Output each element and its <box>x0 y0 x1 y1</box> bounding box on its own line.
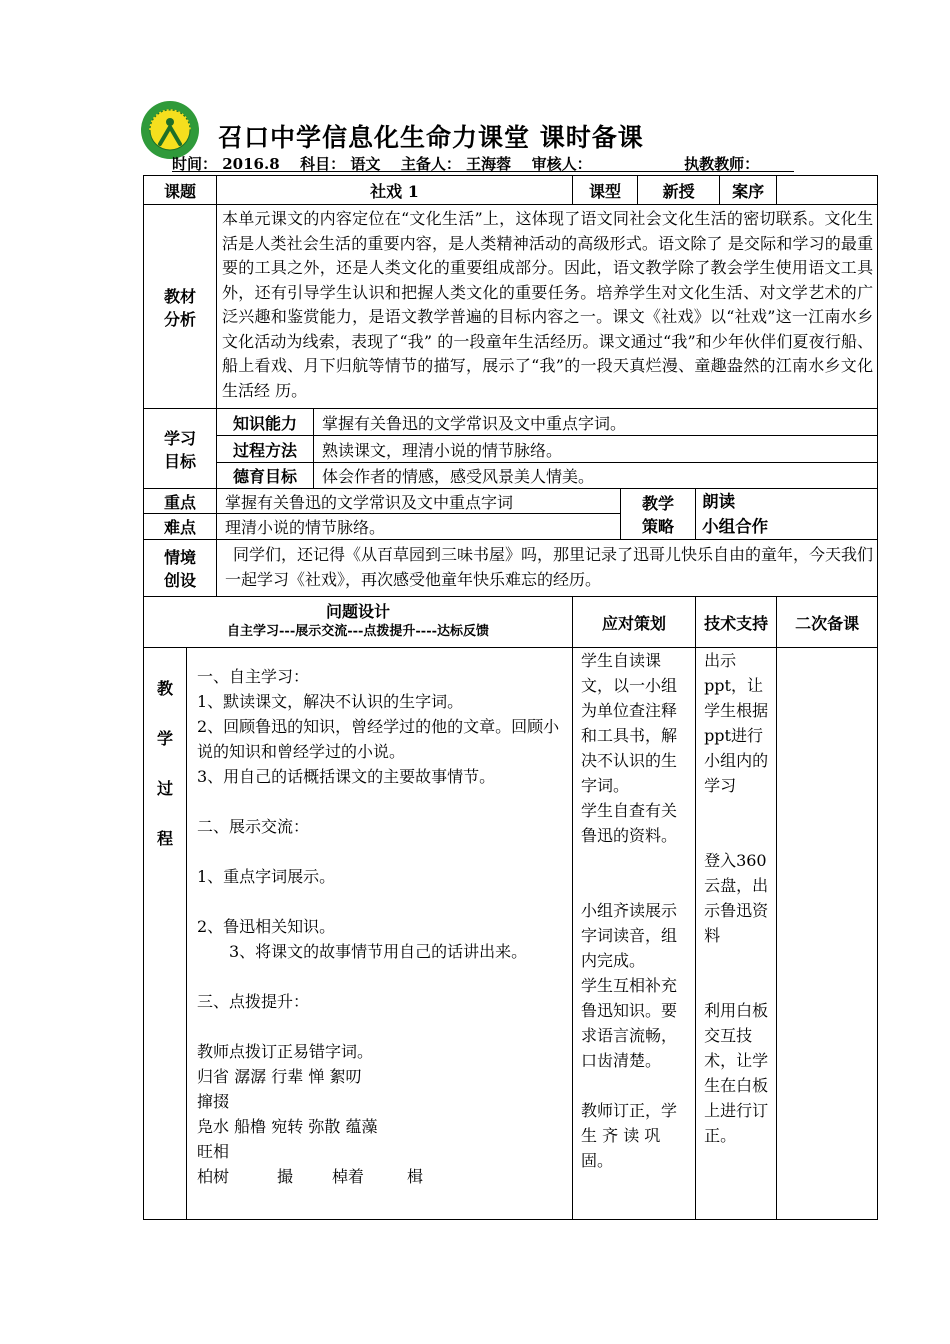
difficult-text: 理清小说的情节脉络。 <box>217 514 621 540</box>
goal-text: 掌握有关鲁迅的文学常识及文中重点字词。 <box>314 409 878 436</box>
step-item: 1、重点字词展示。 <box>197 867 336 886</box>
process-label-char: 教 <box>156 679 173 698</box>
design-subtitle: 自主学习---展示交流---点拨提升----达标反馈 <box>227 624 489 639</box>
analysis-row <box>144 205 878 409</box>
process-label-char: 学 <box>156 729 173 748</box>
time-value: 2016.8 <box>222 155 280 173</box>
step-heading: 三、点拨提升： <box>197 992 310 1011</box>
subject-label: 科目： <box>300 155 346 173</box>
word-row <box>197 1164 566 1189</box>
step-heading: 二、展示交流： <box>197 817 310 836</box>
process-label-char: 程 <box>156 829 173 848</box>
word-row <box>197 1064 566 1089</box>
strategy-item: 学生自读课文，以一小组为单位查注释和工具书，解决不认识的生字词。 <box>581 651 678 795</box>
strategy-header: 应对策划 <box>573 597 696 648</box>
situation-row <box>144 540 878 597</box>
strategy-item: 教师订正，学 生 齐 读 巩固。 <box>581 1101 678 1170</box>
column-header-row <box>144 597 878 648</box>
analysis-label-line2: 分析 <box>164 309 197 329</box>
goals-label-line2: 目标 <box>164 451 197 471</box>
design-title: 问题设计 <box>326 602 391 621</box>
word: 柏树 <box>197 1167 230 1186</box>
goal-label: 德育目标 <box>217 463 314 489</box>
tech-item: 出示ppt，让学生根据ppt进行小组内的学习 <box>704 651 769 795</box>
word: 棹着 <box>332 1167 365 1186</box>
goal-row <box>144 409 878 436</box>
step-item: 1、默读课文，解决不认识的生字词。 <box>197 692 464 711</box>
tech-column <box>696 648 777 1220</box>
word: 归省 <box>197 1067 230 1086</box>
word: 弥散 <box>308 1117 341 1136</box>
strategy-label-line1: 教学 <box>642 494 675 513</box>
key-point-row <box>144 489 878 514</box>
goal-text: 体会作者的情感，感受风景美人情美。 <box>314 463 878 489</box>
word: 絮叨 <box>329 1067 362 1086</box>
difficult-label: 难点 <box>144 514 217 540</box>
word: 旺相 <box>197 1142 230 1161</box>
word: 潺潺 <box>234 1067 267 1086</box>
word: 楫 <box>407 1167 424 1186</box>
second-prep-header: 二次备课 <box>777 597 878 648</box>
type-value: 新授 <box>638 176 720 205</box>
step-item: 教师点拨订正易错字词。 <box>197 1042 374 1061</box>
preparer-value: 王海蓉 <box>466 155 512 173</box>
tech-item: 利用白板交互技术，让学生在白板上进行订正。 <box>704 1001 769 1145</box>
word: 惮 <box>308 1067 325 1086</box>
analysis-label <box>144 205 217 409</box>
goal-label: 过程方法 <box>217 436 314 463</box>
page-title: 召口中学信息化生命力课堂 课时备课 <box>218 123 644 152</box>
process-label <box>144 648 187 1220</box>
strategy-label <box>621 489 696 540</box>
situation-text <box>217 540 878 597</box>
tech-header: 技术支持 <box>696 597 777 648</box>
design-header <box>144 597 573 648</box>
time-label: 时间： <box>172 155 218 173</box>
word: 宛转 <box>271 1117 304 1136</box>
reviewer-label: 审核人： <box>531 155 592 173</box>
step-item: 2、回顾鲁迅的知识，曾经学过的他的文章。回顾小说的知识和曾经学过的小说。 <box>197 717 560 761</box>
order-label: 案序 <box>720 176 777 205</box>
analysis-label-line1: 教材 <box>164 286 197 306</box>
topic-row <box>144 176 878 205</box>
second-prep-column <box>777 648 878 1220</box>
lesson-plan-table <box>143 175 878 1220</box>
word: 凫水 <box>197 1117 230 1136</box>
situation-text-content: 同学们，还记得《从百草园到三味书屋》吗，那里记录了迅哥儿快乐自由的童年，今天我们一起学习《社戏》，再次感受他童年快乐难忘的经历。 <box>225 545 874 589</box>
step-heading: 一、自主学习： <box>197 667 310 686</box>
strategy-item: 学生自查有关鲁迅的资料。 <box>581 801 678 845</box>
strategy-item: 学生互相补充鲁迅知识。要求语言流畅，口齿清楚。 <box>581 976 678 1070</box>
topic-value: 社戏 1 <box>217 176 573 205</box>
type-label: 课型 <box>573 176 638 205</box>
order-value <box>777 176 878 205</box>
process-row <box>144 648 878 1220</box>
word-row <box>197 1114 566 1139</box>
goal-text: 熟读课文，理清小说的情节脉络。 <box>314 436 878 463</box>
topic-label: 课题 <box>144 176 217 205</box>
strategy-line1: 朗读 <box>702 492 736 511</box>
situation-label-line1: 情境 <box>164 548 197 567</box>
tech-item: 登入360云盘，出示鲁迅资料 <box>704 851 769 945</box>
word: 蕴藻 <box>345 1117 378 1136</box>
meta-underline <box>172 171 794 172</box>
key-label: 重点 <box>144 489 217 514</box>
strategy-item: 小组齐读展示字词读音，组内完成。 <box>581 901 678 970</box>
word: 撮 <box>277 1167 294 1186</box>
analysis-text: 本单元课文的内容定位在“文化生活”上，这体现了语文同社会文化生活的密切联系。文化生活是人类社会生活的重要内容，是人类精神活动的高级形式。语文除了 是交际和学习的最重要的工具之外，还是人类文化的重要组成部分。因此，语文教学除了教会学生使用语文工具外，还有引导学生认识和把握人类文化的重要任务。培养学生对文化生活、对文学艺术的广泛兴趣和鉴赏能力，是语文教学普遍的目标内容之一。课文《社戏》以“社戏”这一江南水乡文化活动为线索，表现了“我” 的一段童年生活经历。课文通过“我”和少年伙伴们夏夜行船、船上看戏、月下归航等情节的描写，展示了“我”的一段天真烂漫、童趣盎然的江南水乡文化生活经 历。 <box>217 205 878 409</box>
step-item: 3、用自己的话概括课文的主要故事情节。 <box>197 767 496 786</box>
strategy-column <box>573 648 696 1220</box>
goals-label-line1: 学习 <box>164 428 197 448</box>
strategy-line2: 小组合作 <box>702 517 769 536</box>
step-item: 2、鲁迅相关知识。 <box>197 917 336 936</box>
situation-label-line2: 创设 <box>164 571 197 590</box>
word: 行辈 <box>271 1067 304 1086</box>
process-steps <box>187 648 573 1220</box>
step-item: 3、将课文的故事情节用自己的话讲出来。 <box>229 942 528 961</box>
key-text: 掌握有关鲁迅的文学常识及文中重点字词 <box>217 489 621 514</box>
process-label-char: 过 <box>156 779 173 798</box>
goal-row <box>144 436 878 463</box>
school-logo <box>140 100 200 160</box>
strategy-value <box>696 489 878 540</box>
word: 船橹 <box>234 1117 267 1136</box>
goal-row <box>144 463 878 489</box>
goal-label: 知识能力 <box>217 409 314 436</box>
teacher-label: 执教教师： <box>684 155 760 173</box>
word: 撺掇 <box>197 1092 230 1111</box>
preparer-label: 主备人： <box>400 155 461 173</box>
subject-value: 语文 <box>350 155 381 173</box>
goals-label <box>144 409 217 489</box>
strategy-label-line2: 策略 <box>642 517 675 536</box>
situation-label <box>144 540 217 597</box>
